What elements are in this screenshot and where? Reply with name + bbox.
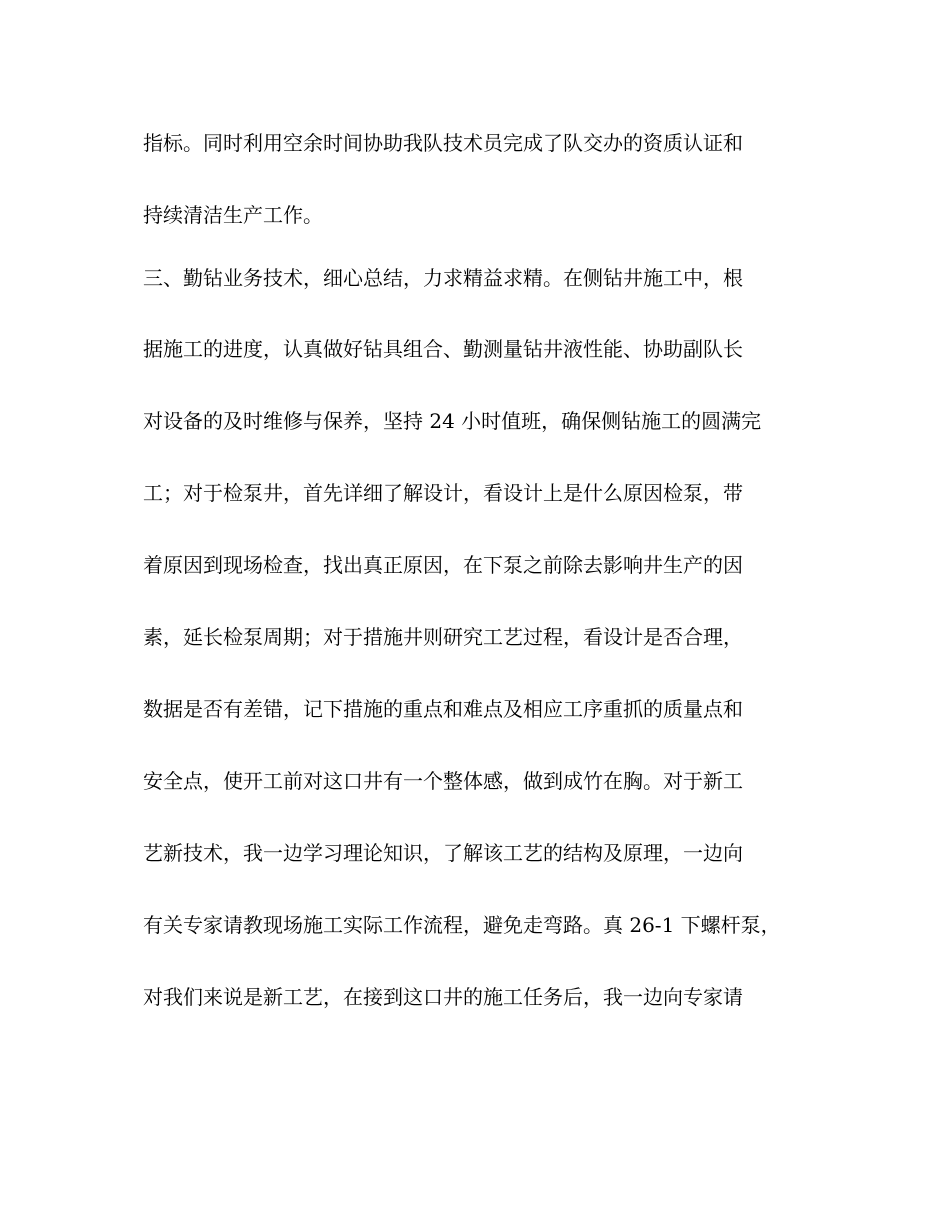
text-line-7: 着原因到现场检查，找出真正原因，在下泵之前除去影响井生产的因 (143, 553, 743, 577)
text-line-9: 数据是否有差错，记下措施的重点和难点及相应工序重抓的质量点和 (143, 697, 743, 721)
text-line-5: 对设备的及时维修与保养，坚持 24 小时值班，确保侧钻施工的圆满完 (143, 409, 762, 433)
text-line-8: 素，延长检泵周期；对于措施井则研究工艺过程，看设计是否合理， (143, 625, 743, 649)
text-line-12: 有关专家请教现场施工实际工作流程，避免走弯路。真 26-1 下螺杆泵， (143, 913, 781, 937)
text-line-4: 据施工的进度，认真做好钻具组合、勤测量钻井液性能、协助副队长 (143, 337, 743, 361)
text-line-3: 三、勤钻业务技术，细心总结，力求精益求精。在侧钻井施工中，根 (143, 266, 743, 290)
text-line-10: 安全点，使开工前对这口井有一个整体感，做到成竹在胸。对于新工 (143, 769, 743, 793)
text-line-11: 艺新技术，我一边学习理论知识，了解该工艺的结构及原理，一边向 (143, 841, 743, 865)
text-line-2: 持续清洁生产工作。 (143, 203, 323, 227)
text-line-6: 工；对于检泵井，首先详细了解设计，看设计上是什么原因检泵，带 (143, 481, 743, 505)
text-line-13: 对我们来说是新工艺，在接到这口井的施工任务后，我一边向专家请 (143, 985, 743, 1009)
text-line-1: 指标。同时利用空余时间协助我队技术员完成了队交办的资质认证和 (143, 131, 743, 155)
